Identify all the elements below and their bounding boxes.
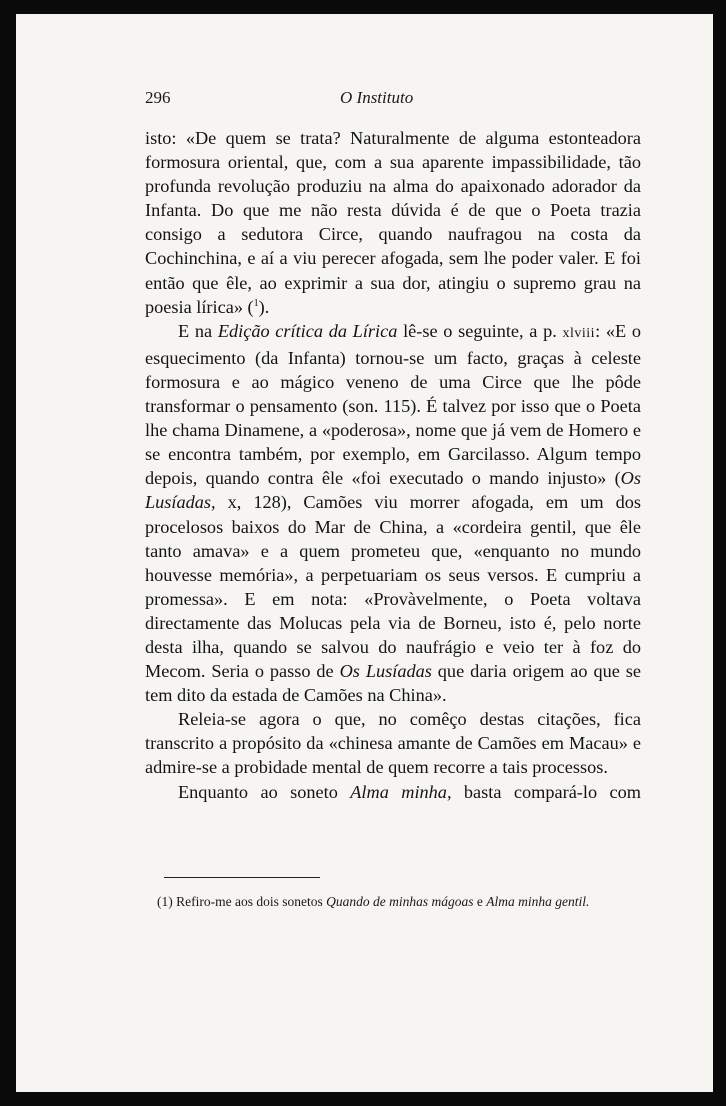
p4-text-2: basta compará-lo com (451, 781, 641, 802)
paragraph-4 (145, 780, 641, 804)
running-title: O Instituto (340, 88, 414, 107)
p2-text-1: E na (178, 320, 218, 341)
footnote-reference: 1 (253, 297, 259, 309)
p2-italic-title-2: Os Lusíadas, (145, 468, 641, 513)
p2-text-2: lê-se o seguinte, a p. (397, 320, 563, 341)
footnote-1 (145, 892, 641, 911)
footnote-italic-title-2: Alma minha gentil. (486, 894, 590, 909)
footnote-rule (164, 877, 320, 878)
p2-roman-numeral: xlviii (562, 325, 596, 341)
paragraph-1 (145, 126, 641, 319)
p2-text-3: : «E o esquecimento (da Infanta) tornou-se um facto, graças à celeste formosura e ao mágico veneno de uma Circe que lhe pôde transformar o pensamento (son. 115). É talvez por isso que o Poeta lhe chama Dinamene, a «poderosa», nome que já vem de Homero e se encontra também, por exemplo, em Garcilasso. Algum tempo depois, quando contra êle «foi executado o mando injusto» ( (145, 320, 641, 489)
p2-italic-title-3: Os Lusíadas (339, 661, 432, 682)
p2-text-5: que daria origem ao que se tem dito da estada de Camões na China». (145, 661, 641, 706)
book-page (16, 14, 713, 1092)
page-number: 296 (145, 88, 171, 107)
footnote-text-1: Refiro-me aos dois sonetos (172, 894, 327, 909)
footnote (145, 892, 641, 911)
paragraph-2 (145, 319, 641, 708)
footnote-text-2: e (473, 894, 487, 909)
p1-text-2: ). (258, 296, 270, 317)
body-text (145, 126, 641, 804)
p2-text-4: x, 128), Camões viu morrer afogada, em um dos procelosos baixos do Mar de China, a «cordeira gentil, que êle tanto amava» e a quem prometeu que, «enquanto no mundo houvesse memória», a perpetuariam os seus versos. E cumpriu a promessa». E em nota: «Provàvelmente, o Poeta voltava directamente das Molucas pela via de Borneu, isto é, pelo norte desta ilha, quando se salvou do naufrágio e veio ter à foz do Mecom. Seria o passo de (145, 492, 641, 682)
paragraph-3: Releia-se agora o que, no comêço destas citações, fica transcrito a propósito da «chinesa amante de Camões em Macau» e admire-se a probidade mental de quem recorre a tais processos. (145, 709, 641, 778)
p4-text-1: Enquanto ao soneto (178, 781, 351, 802)
footnote-marker: (1) (157, 894, 173, 909)
p1-text-1: isto: «De quem se trata? Naturalmente de alguma estonteadora formosura oriental, que, com a sua aparente impassibilidade, tão profunda revolução produziu na alma do apaixonado adorador da Infanta. Do que me não resta dúvida é de que o Poeta trazia consigo a sedutora Circe, quando naufragou na costa da Cochinchina, e aí a viu perecer afogada, sem lhe poder valer. E foi então que êle, ao exprimir a sua dor, atingiu o supremo grau na poesia lírica» ( (145, 128, 641, 317)
footnote-italic-title-1: Quando de minhas mágoas (326, 894, 474, 909)
p4-italic-title: Alma minha, (350, 781, 452, 802)
p2-italic-title-1: Edição crítica da Lírica (217, 320, 398, 341)
page-header (145, 88, 635, 116)
